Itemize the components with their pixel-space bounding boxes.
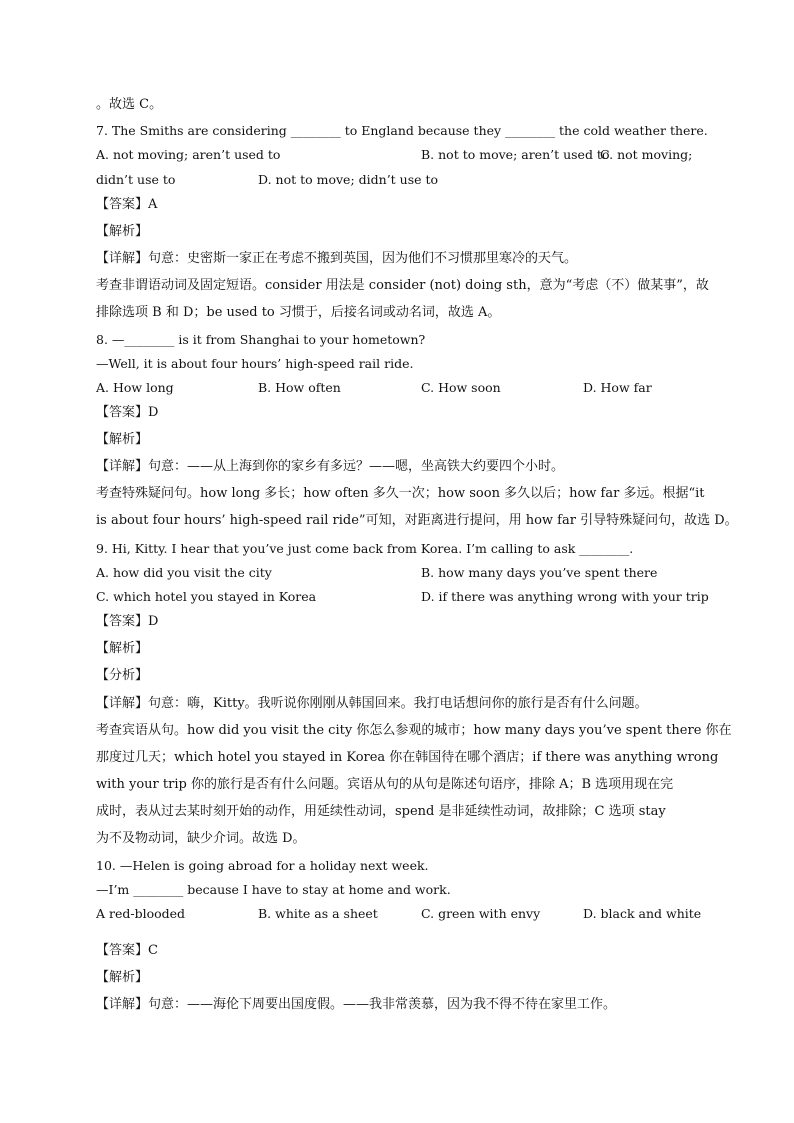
q7-analysis: 【解析】: [96, 224, 149, 239]
q9-fenxi: 【分析】: [96, 668, 149, 683]
q8-detail: 【详解】句意：——从上海到你的家乡有多远？——嗯，坐高铁大约要四个小时。: [96, 459, 565, 474]
q7-option-c: C. not moving;: [600, 147, 693, 162]
q7-answer: 【答案】A: [96, 197, 158, 212]
q7-option-c-cont: didn’t use to: [96, 172, 176, 187]
q10-option-a: A red-blooded: [96, 906, 186, 921]
q7-option-a: A. not moving; aren’t used to: [96, 147, 281, 162]
q8-option-b: B. How often: [258, 380, 341, 395]
q7-explanation-1: 考查非谓语动词及固定短语。consider 用法是 consider (not) doing sth，意为“考虑（不）做某事”，故: [96, 278, 709, 293]
q9-explanation-1: 考查宾语从句。how did you visit the city 你怎么参观的城市；how many days you’ve spent there 你在: [96, 723, 732, 738]
q9-explanation-2: 那度过几天；which hotel you stayed in Korea 你在韩国待在哪个酒店；if there was anything wrong: [96, 750, 719, 765]
q10-stem: 10. —Helen is going abroad for a holiday next week.: [96, 858, 429, 873]
q8-option-c: C. How soon: [421, 380, 501, 395]
q10-detail: 【详解】句意：——海伦下周要出国度假。——我非常羡慕，因为我不得不待在家里工作。: [96, 997, 617, 1012]
q10-analysis: 【解析】: [96, 970, 149, 985]
q8-explanation-2: is about four hours’ high-speed rail ride”可知，对距离进行提问，用 how far 引导特殊疑问句，故选 D。: [96, 513, 738, 528]
q10-answer: 【答案】C: [96, 943, 158, 958]
q8-answer: 【答案】D: [96, 405, 159, 420]
q9-option-a: A. how did you visit the city: [96, 565, 272, 580]
q9-answer: 【答案】D: [96, 614, 159, 629]
q9-option-b: B. how many days you’ve spent there: [421, 565, 658, 580]
q7-option-b: B. not to move; aren’t used to: [421, 147, 610, 162]
q9-analysis: 【解析】: [96, 641, 149, 656]
q7-explanation-2: 排除选项 B 和 D；be used to 习惯于，后接名词或动名词，故选 A。: [96, 305, 501, 320]
q10-reply: —I’m ________ because I have to stay at home and work.: [96, 882, 451, 897]
q10-option-d: D. black and white: [583, 906, 702, 921]
q7-stem: 7. The Smiths are considering ________ to England because they ________ the cold weather there.: [96, 123, 708, 138]
q9-option-d: D. if there was anything wrong with your trip: [421, 589, 709, 604]
q8-explanation-1: 考查特殊疑问句。how long 多长；how often 多久一次；how soon 多久以后；how far 多远。根据“it: [96, 486, 705, 501]
q9-stem: 9. Hi, Kitty. I hear that you’ve just come back from Korea. I’m calling to ask ________.: [96, 541, 634, 556]
q8-option-a: A. How long: [96, 380, 174, 395]
q8-stem: 8. —________ is it from Shanghai to your hometown?: [96, 332, 426, 347]
q9-detail: 【详解】句意：嗨，Kitty。我听说你刚刚从韩国回来。我打电话想问你的旅行是否有什么问题。: [96, 696, 648, 711]
q10-option-c: C. green with envy: [421, 906, 541, 921]
q9-option-c: C. which hotel you stayed in Korea: [96, 589, 317, 604]
q9-explanation-5: 为不及物动词，缺少介词。故选 D。: [96, 831, 306, 846]
q10-option-b: B. white as a sheet: [258, 906, 378, 921]
q8-analysis: 【解析】: [96, 432, 149, 447]
q7-option-d: D. not to move; didn’t use to: [258, 172, 439, 187]
q8-option-d: D. How far: [583, 380, 652, 395]
q8-reply: —Well, it is about four hours’ high-speed rail ride.: [96, 356, 414, 371]
q9-explanation-3: with your trip 你的旅行是否有什么问题。宾语从句的从句是陈述句语序，排除 A；B 选项用现在完: [96, 777, 674, 792]
q9-explanation-4: 成时，表从过去某时刻开始的动作，用延续性动词，spend 是非延续性动词，故排除；C 选项 stay: [96, 804, 666, 819]
prev-conclusion: 。故选 C。: [96, 97, 163, 112]
q7-detail: 【详解】句意：史密斯一家正在考虑不搬到英国，因为他们不习惯那里寒冷的天气。: [96, 251, 578, 266]
